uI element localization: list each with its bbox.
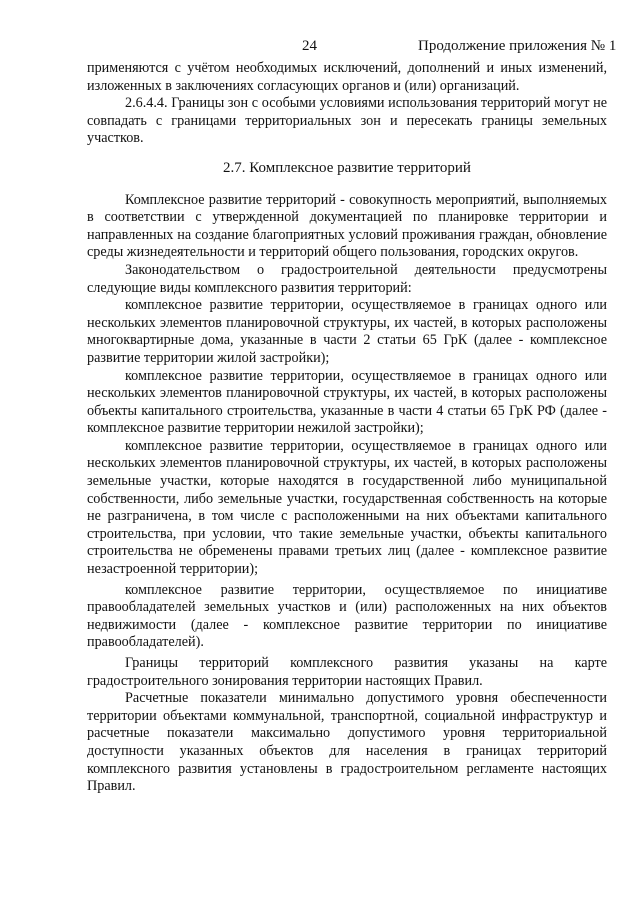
paragraph-2-6-4-4: 2.6.4.4. Границы зон с особыми условиями использования территорий могут не совпадать с границами территориальных зон и пересекать границы земельных участков.	[87, 95, 607, 147]
list-item-non-residential: комплексное развитие территории, осуществляемое в границах одного или нескольких элементов планировочной структуры, их частей, в которых расположены объекты капитального строительства, указанные в части 4 статьи 65 ГрК РФ (далее - комплексное развитие территории нежилой застройки);	[87, 367, 607, 437]
list-item-owners-initiative: комплексное развитие территории, осуществляемое по инициативе правообладателей земельных участков и (или) расположенных на них объектов недвижимости (далее - комплексное развитие территории по инициативе правообладателей).	[87, 581, 607, 651]
paragraph-indicators: Расчетные показатели минимально допустимого уровня обеспеченности территории объектами коммунальной, транспортной, социальной инфраструктур и расчетные показатели максимально допустимого уровня территориальной доступности указанных объектов для населения в границах территорий комплексного развития установлены в градостроительном регламенте настоящих Правил.	[87, 690, 607, 795]
list-item-residential: комплексное развитие территории, осуществляемое в границах одного или нескольких элементов планировочной структуры, их частей, в которых расположены многоквартирные дома, указанные в части 2 статьи 65 ГрК (далее - комплексное развитие территории жилой застройки);	[87, 297, 607, 366]
paragraph-continuation: применяются с учётом необходимых исключений, дополнений и иных изменений, изложенных в заключениях согласующих органов и (или) организаций.	[87, 60, 607, 94]
section-title: 2.7. Комплексное развитие территорий	[223, 159, 471, 176]
paragraph-types-intro: Законодательством о градостроительной деятельности предусмотрены следующие виды комплексного развития территорий:	[87, 261, 607, 296]
document-body	[87, 60, 607, 796]
paragraph-definition: Комплексное развитие территорий - совокупность мероприятий, выполняемых в соответствии с утвержденной документацией по планировке территории и направленных на создание благоприятных условий проживания граждан, обновление среды жизнедеятельности и территорий общего пользования, городских округов.	[87, 191, 607, 261]
appendix-continuation: Продолжение приложения № 1	[418, 38, 617, 54]
page-number: 24	[302, 38, 317, 54]
list-item-undeveloped: комплексное развитие территории, осуществляемое в границах одного или нескольких элементов планировочной структуры, их частей, в которых расположены земельные участки, которые находятся в государственной либо муниципальной собственности, либо земельные участки, государственная собственность на которые не разграничена, в том числе с расположенными на них объектами капитального строительства, при условии, что такие земельные участки, объекты капитального строительства не обременены правами третьих лиц (далее - комплексное развитие незастроенной территории);	[87, 437, 607, 578]
paragraph-boundaries: Границы территорий комплексного развития указаны на карте градостроительного зонирования территории настоящих Правил.	[87, 655, 607, 689]
